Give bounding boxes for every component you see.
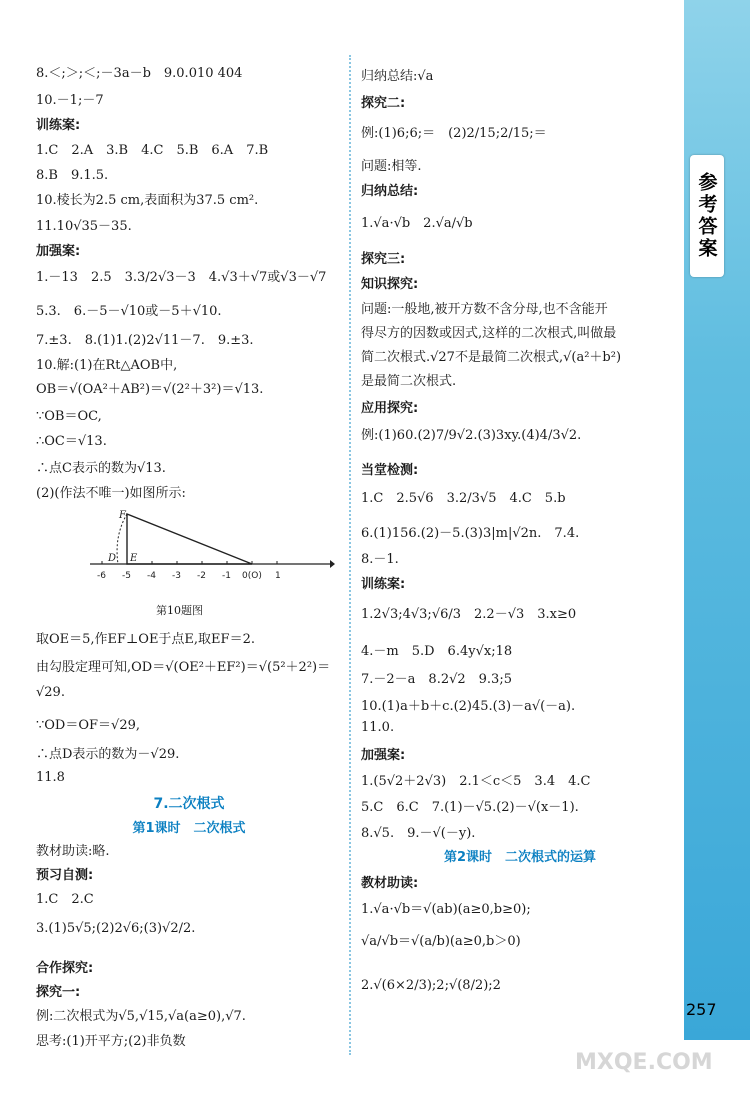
answer-line: 5.C 6.C 7.(1)－√5.(2)－√(x－1).	[361, 800, 579, 815]
answer-line: 归纳总结:√a	[361, 69, 434, 84]
section-label: 训练案:	[36, 118, 81, 133]
answer-line: 1.C 2.5√6 3.2/3√5 4.C 5.b	[361, 491, 566, 506]
answer-line: ∴点C表示的数为√13.	[36, 461, 166, 476]
answer-line: 11.0.	[361, 720, 395, 735]
tick-label: -2	[197, 571, 206, 581]
answer-line: √a/√b＝√(a/b)(a≥0,b＞0)	[361, 934, 521, 949]
answer-line: 10.(1)a＋b＋c.(2)45.(3)－a√(－a).	[361, 699, 576, 714]
answer-line: 1.(5√2＋2√3) 2.1＜c＜5 3.4 4.C	[361, 774, 591, 789]
answer-line: 8.－1.	[361, 552, 399, 567]
answer-line: 4.－m 5.D 6.4y√x;18	[361, 644, 513, 659]
section-label: 探究三:	[361, 252, 406, 267]
lesson-heading: 第2课时 二次根式的运算	[443, 850, 597, 865]
answer-line: 1.√a·√b＝√(ab)(a≥0,b≥0);	[361, 902, 531, 917]
figure-label: F	[119, 510, 126, 521]
section-tab: 参考答案	[690, 155, 724, 277]
answer-line: OB＝√(OA²＋AB²)＝√(2²＋3²)＝√13.	[36, 382, 264, 397]
figure-label: E	[130, 553, 138, 564]
right-column	[361, 0, 679, 1106]
answer-line: 教材助读:略.	[36, 844, 110, 859]
answer-line: 2.√(6×2/3);2;√(8/2);2	[361, 978, 501, 993]
answer-line: 1.2√3;4√3;√6/3 2.2－√3 3.x≥0	[361, 607, 577, 622]
section-label: 知识探究:	[361, 277, 419, 292]
section-label: 探究一:	[36, 985, 81, 1000]
section-label: 加强案:	[36, 244, 81, 259]
chapter-heading: 7.二次根式	[153, 796, 225, 812]
answer-line: 简二次根式.√27不是最简二次根式,√(a²＋b²)	[361, 350, 622, 365]
tick-label: -1	[222, 571, 231, 581]
section-label: 合作探究:	[36, 961, 94, 976]
answer-line: 得尽方的因数或因式,这样的二次根式,叫做最	[361, 326, 617, 341]
section-label: 应用探究:	[361, 401, 419, 416]
answer-line: 1.C 2.A 3.B 4.C 5.B 6.A 7.B	[36, 143, 269, 158]
answer-line: 11.8	[36, 770, 65, 785]
answer-line: 10.棱长为2.5 cm,表面积为37.5 cm².	[36, 193, 259, 208]
section-label: 探究二:	[361, 96, 406, 111]
answer-line: ∴OC＝√13.	[36, 434, 107, 449]
answer-line: √29.	[36, 685, 65, 700]
answer-line: 8.√5. 9.－√(－y).	[361, 826, 476, 841]
answer-line: 问题:一般地,被开方数不含分母,也不含能开	[361, 302, 608, 317]
answer-line: ∵OD＝OF＝√29,	[36, 718, 140, 733]
answer-line: 思考:(1)开平方;(2)非负数	[36, 1034, 186, 1049]
answer-line: 1.C 2.C	[36, 892, 94, 907]
answer-line: 由勾股定理可知,OD＝√(OE²＋EF²)＝√(5²＋2²)＝	[36, 660, 331, 675]
answer-line: 11.10√35－35.	[36, 219, 132, 234]
section-label: 归纳总结:	[361, 184, 419, 199]
section-label: 教材助读:	[361, 876, 419, 891]
answer-line: (2)(作法不唯一)如图所示:	[36, 486, 186, 501]
answer-line: 1.√a·√b 2.√a/√b	[361, 216, 473, 231]
answer-line: 是最简二次根式.	[361, 374, 457, 389]
left-column	[36, 0, 342, 1106]
tick-label: -6	[97, 571, 106, 581]
answer-line: 6.(1)156.(2)－5.(3)3|m|√2n. 7.4.	[361, 526, 580, 541]
answer-line: 8.＜;＞;＜;－3a－b 9.0.010 404	[36, 66, 243, 81]
answer-line: 7.－2－a 8.2√2 9.3;5	[361, 672, 512, 687]
figure-caption: 第10题图	[156, 604, 203, 617]
watermark: MXQE.COM	[575, 1050, 713, 1075]
page-number: 257	[686, 1000, 717, 1019]
figure-label: D	[108, 553, 117, 564]
tick-label: -5	[122, 571, 131, 581]
tick-label: 1	[275, 571, 281, 581]
answer-line: 8.B 9.1.5.	[36, 168, 109, 183]
section-label: 当堂检测:	[361, 463, 419, 478]
section-label: 加强案:	[361, 748, 406, 763]
answer-line: 3.(1)5√5;(2)2√6;(3)√2/2.	[36, 921, 196, 936]
answer-line: 1.－13 2.5 3.3/2√3－3 4.√3＋√7或√3－√7	[36, 270, 327, 285]
answer-line: ∴点D表示的数为－√29.	[36, 747, 180, 762]
answer-line: 问题:相等.	[361, 159, 422, 174]
answer-line: 例:(1)60.(2)7/9√2.(3)3xy.(4)4/3√2.	[361, 428, 582, 443]
answer-line: 10.解:(1)在Rt△AOB中,	[36, 358, 178, 373]
answer-line: 例:(1)6;6;＝ (2)2/15;2/15;＝	[361, 126, 547, 141]
answer-line: 取OE＝5,作EF⊥OE于点E,取EF＝2.	[36, 632, 255, 647]
answer-line: 5.3. 6.－5－√10或－5＋√10.	[36, 304, 222, 319]
answer-line: ∵OB＝OC,	[36, 409, 102, 424]
section-label: 训练案:	[361, 577, 406, 592]
column-divider	[349, 55, 351, 1055]
tick-label: -3	[172, 571, 181, 581]
section-label: 预习自测:	[36, 868, 94, 883]
tick-label: -4	[147, 571, 156, 581]
tick-label: 0(O)	[242, 571, 262, 581]
answer-line: 例:二次根式为√5,√15,√a(a≥0),√7.	[36, 1009, 246, 1024]
number-line-figure	[90, 506, 335, 586]
answer-line: 10.－1;－7	[36, 93, 104, 108]
lesson-heading: 第1课时 二次根式	[132, 821, 246, 836]
answer-line: 7.±3. 8.(1)1.(2)2√11－7. 9.±3.	[36, 333, 254, 348]
